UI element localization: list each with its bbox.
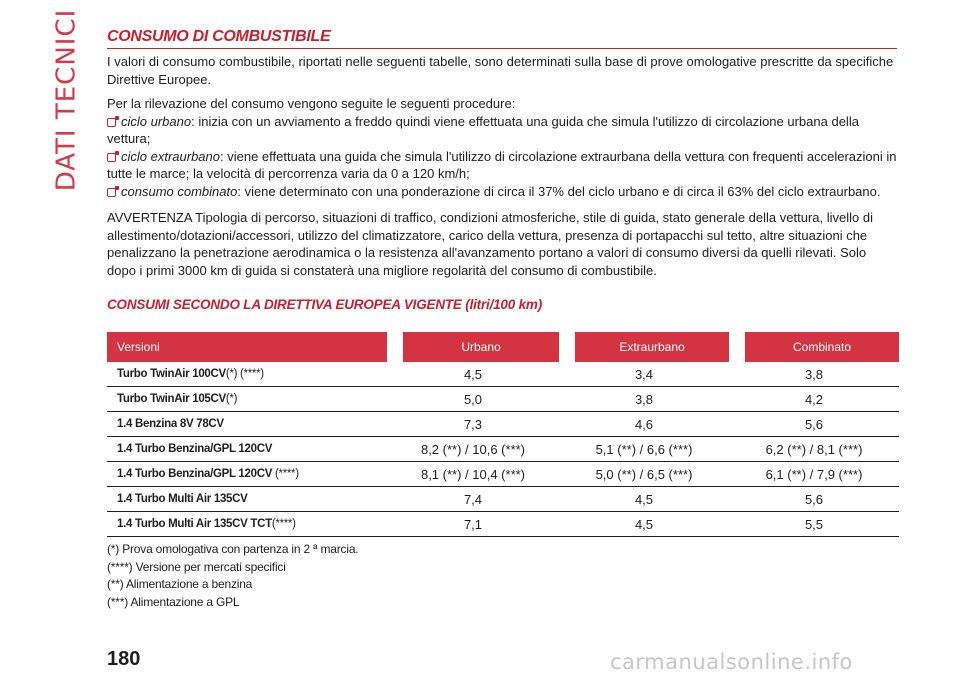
cell-combinato: 6,1 (**) / 7,9 (***) — [729, 462, 899, 487]
procedure-intro: Per la rilevazione del consumo vengono seguite le seguenti procedure: — [107, 96, 516, 111]
table-row — [107, 412, 899, 437]
section-side-tab — [46, 8, 86, 192]
cell-version: 1.4 Turbo Multi Air 135CV TCT(****) — [107, 512, 387, 537]
cell-combinato: 5,6 — [729, 487, 899, 512]
cell-version: 1.4 Benzina 8V 78CV — [107, 412, 387, 437]
cell-combinato: 5,6 — [729, 412, 899, 437]
checkbox-bullet-icon — [107, 188, 116, 197]
cell-combinato: 6,2 (**) / 8,1 (***) — [729, 437, 899, 462]
cell-extraurbano: 3,4 — [559, 362, 729, 387]
table-row — [107, 437, 899, 462]
bullet-term: ciclo urbano — [121, 113, 192, 129]
cell-extraurbano: 4,5 — [559, 487, 729, 512]
cell-extraurbano: 4,6 — [559, 412, 729, 437]
consumption-table — [107, 332, 899, 537]
header-combinato: Combinato — [729, 332, 899, 362]
cell-version: 1.4 Turbo Benzina/GPL 120CV (****) — [107, 462, 387, 487]
table-footnotes — [107, 541, 897, 610]
table-heading: CONSUMI SECONDO LA DIRETTIVA EUROPEA VIGENTE (litri/100 km) — [107, 297, 543, 312]
cell-urbano: 7,1 — [387, 512, 559, 537]
footnote: (**) Alimentazione a benzina — [107, 577, 253, 591]
cell-version: 1.4 Turbo Benzina/GPL 120CV — [107, 437, 387, 462]
section-side-tab-label: DATI TECNICI — [51, 8, 81, 192]
bullet-item — [107, 183, 897, 201]
watermark: carmanualsonline.info — [610, 650, 853, 674]
cell-urbano: 4,5 — [387, 362, 559, 387]
bullet-term: consumo combinato — [121, 183, 238, 199]
cell-urbano: 8,1 (**) / 10,4 (***) — [387, 462, 559, 487]
table-header-row — [107, 332, 899, 362]
cell-version: 1.4 Turbo Multi Air 135CV — [107, 487, 387, 512]
footnote: (***) Alimentazione a GPL — [107, 594, 240, 609]
page-number: 180 — [107, 648, 141, 670]
table-row — [107, 487, 899, 512]
bullet-item — [107, 113, 897, 148]
checkbox-bullet-icon — [107, 118, 116, 127]
footnote: (****) Versione per mercati specifici — [107, 559, 286, 574]
bullet-item — [107, 148, 897, 183]
cell-combinato: 4,2 — [729, 387, 899, 412]
cell-extraurbano: 5,1 (**) / 6,6 (***) — [559, 437, 729, 462]
cell-extraurbano: 3,8 — [559, 387, 729, 412]
section-heading: CONSUMO DI COMBUSTIBILE — [107, 28, 897, 49]
page-content — [107, 28, 897, 611]
cell-urbano: 7,4 — [387, 487, 559, 512]
intro-paragraph: I valori di consumo combustibile, riportati nelle seguenti tabelle, sono determinati sulla base di prove omologative prescritte da specifiche Direttive Europee. — [107, 54, 894, 87]
bullet-text: : viene effettuata una guida che simula l'utilizzo di circolazione extraurbana della vettura con frequenti accelerazioni in tutte le marce; la velocità di percorrenza varia da 0 a 120 km/h; — [107, 148, 897, 181]
cell-combinato: 5,5 — [729, 512, 899, 537]
cell-extraurbano: 4,5 — [559, 512, 729, 537]
table-row — [107, 362, 899, 387]
cell-combinato: 3,8 — [729, 362, 899, 387]
table-row — [107, 512, 899, 537]
cell-version: Turbo TwinAir 100CV(*) (****) — [107, 362, 387, 387]
table-row — [107, 462, 899, 487]
header-extraurbano: Extraurbano — [559, 332, 729, 362]
cell-urbano: 5,0 — [387, 387, 559, 412]
warning-paragraph: AVVERTENZA Tipologia di percorso, situazioni di traffico, condizioni atmosferiche, stile di guida, stato generale della vettura, livello di allestimento/dotazioni/accessori, utilizzo del climatizzatore, carico della vettura, presenza di portapacchi sul tetto, altre situazioni che penalizzano la penetrazione aerodinamica o la resistenza all'avanzamento portano a valori di consumo diversi da quelli rilevati. Solo dopo i primi 3000 km di guida si constaterà una migliore regolarità del consumo di combustibile. — [107, 210, 873, 278]
cell-version: Turbo TwinAir 105CV(*) — [107, 387, 387, 412]
footnote: (*) Prova omologativa con partenza in 2 ª marcia. — [107, 542, 359, 556]
bullet-term: ciclo extraurbano — [121, 148, 220, 164]
bullet-text: : viene determinato con una ponderazione di circa il 37% del ciclo urbano e di circa il 63% del ciclo extraurbano. — [237, 183, 881, 199]
cell-urbano: 8,2 (**) / 10,6 (***) — [387, 437, 559, 462]
bullet-text: : inizia con un avviamento a freddo quindi viene effettuata una guida che simula l'utilizzo di circolazione urbana della vettura; — [107, 113, 859, 146]
header-urbano: Urbano — [387, 332, 559, 362]
table-row — [107, 387, 899, 412]
cell-extraurbano: 5,0 (**) / 6,5 (***) — [559, 462, 729, 487]
cell-urbano: 7,3 — [387, 412, 559, 437]
header-versioni: Versioni — [107, 332, 387, 362]
checkbox-bullet-icon — [107, 153, 116, 162]
